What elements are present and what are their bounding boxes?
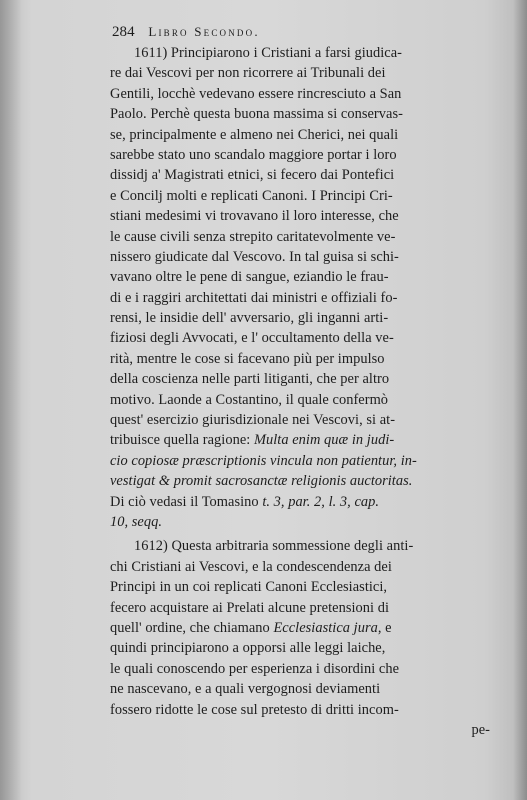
running-head: Libro Secondo. — [148, 24, 260, 39]
catchword: pe- — [471, 721, 490, 738]
text-run: Di ciò vedasi il Tomasino — [110, 493, 263, 510]
page-number: 284 — [112, 24, 135, 40]
text-line — [108, 618, 500, 638]
text-run: stiani medesimi vi trovavano il loro interesse, che — [110, 208, 399, 225]
italic-text: Multa enim quæ in judi- — [253, 432, 395, 449]
text-run: motivo. Laonde a Costantino, il quale confermò — [110, 391, 389, 408]
page-header — [112, 21, 500, 43]
text-line — [108, 536, 500, 556]
text-line — [108, 598, 500, 618]
text-line — [108, 84, 500, 104]
text-line — [108, 186, 500, 206]
text-line — [108, 430, 500, 450]
text-run: le cause civili senza strepito caritatevolmente ve- — [110, 228, 396, 245]
italic-text: t. 3, par. 2, l. 3, cap. — [262, 493, 380, 510]
text-run: quindi principiarono a opporsi alle leggi laiche, — [110, 640, 386, 657]
paragraph — [108, 536, 500, 720]
text-line — [108, 390, 500, 410]
text-block — [108, 21, 500, 740]
text-line — [108, 288, 500, 308]
text-line — [108, 43, 500, 63]
italic-text: vestigat & promit sacrosanctæ religionis auctoritas. — [110, 473, 413, 490]
text-run: quest' esercizio giurisdizionale nei Vescovi, si at- — [110, 412, 396, 429]
text-run: se, principalmente e almeno nei Cherici, nei quali — [110, 126, 399, 143]
text-line — [108, 451, 500, 471]
text-run: e Concilj molti e replicati Canoni. I Principi Cri- — [110, 187, 393, 204]
paragraph — [108, 43, 500, 532]
text-line — [108, 206, 500, 226]
text-line — [108, 247, 500, 267]
text-line — [108, 104, 500, 124]
text-line — [108, 410, 500, 430]
text-run: dissidj a' Magistrati etnici, si fecero dai Pontefici — [110, 167, 395, 184]
text-line — [108, 349, 500, 369]
text-run: sarebbe stato uno scandalo maggiore portar i loro — [110, 146, 397, 163]
page-edge-shadow — [513, 0, 527, 800]
text-line — [108, 369, 500, 389]
text-run: rensi, le insidie dell' avversario, gli inganni arti- — [110, 310, 389, 327]
text-run: nissero giudicate dal Vescovo. In tal guisa si schi- — [110, 248, 399, 265]
text-line — [108, 125, 500, 145]
text-line — [108, 638, 500, 658]
text-run: 1611) Principiarono i Cristiani a farsi giudica- — [134, 45, 403, 61]
text-line — [108, 145, 500, 165]
text-run: Gentili, locchè vedevano essere rincresciuto a San — [110, 85, 402, 102]
text-line — [108, 308, 500, 328]
text-line — [108, 700, 500, 720]
text-line — [108, 679, 500, 699]
text-run: della coscienza nelle parti litiganti, che per altro — [110, 371, 390, 388]
text-run: re dai Vescovi per non ricorrere ai Tribunali dei — [110, 65, 386, 82]
text-run: , e — [377, 619, 392, 636]
text-line — [108, 512, 500, 532]
text-line — [108, 267, 500, 287]
text-line — [108, 165, 500, 185]
gutter-shadow — [0, 0, 22, 800]
text-run: di e i raggiri architettati dai ministri e offiziali fo- — [110, 289, 398, 306]
text-line — [108, 63, 500, 83]
text-run: chi Cristiani ai Vescovi, e la condescendenza dei — [110, 558, 392, 575]
text-run: Principi in un coi replicati Canoni Ecclesiastici, — [110, 579, 388, 596]
italic-text: cio copiosæ præscriptionis vincula non patientur, in- — [110, 452, 417, 469]
text-run: Paolo. Perchè questa buona massima si conservas- — [110, 106, 403, 123]
text-run: quell' ordine, che chiamano — [110, 619, 274, 636]
text-run: tribuisce quella ragione: — [110, 432, 254, 449]
text-line — [108, 492, 500, 512]
italic-text: 10, seqq. — [110, 513, 163, 530]
text-line — [108, 328, 500, 348]
text-run: rità, mentre le cose si facevano più per impulso — [110, 350, 385, 367]
text-run: fiziosi degli Avvocati, e l' occultamento della ve- — [110, 330, 394, 347]
text-run: le quali conoscendo per esperienza i disordini che — [110, 660, 400, 677]
text-line — [108, 471, 500, 491]
text-run: ne nascevano, e a quali vergognosi deviamenti — [110, 681, 381, 698]
body-text — [108, 43, 500, 720]
italic-text: Ecclesiastica jura — [273, 619, 378, 636]
text-run: 1612) Questa arbitraria sommessione degli anti- — [134, 538, 414, 555]
text-line — [108, 659, 500, 679]
text-run: fecero acquistare ai Prelati alcune pretensioni di — [110, 599, 389, 616]
text-line — [108, 557, 500, 577]
text-run: fossero ridotte le cose sul pretesto di dritti incom- — [110, 701, 399, 718]
text-line — [108, 227, 500, 247]
text-run: vavano oltre le pene di sangue, eziandio le frau- — [110, 269, 389, 286]
text-line — [108, 577, 500, 597]
